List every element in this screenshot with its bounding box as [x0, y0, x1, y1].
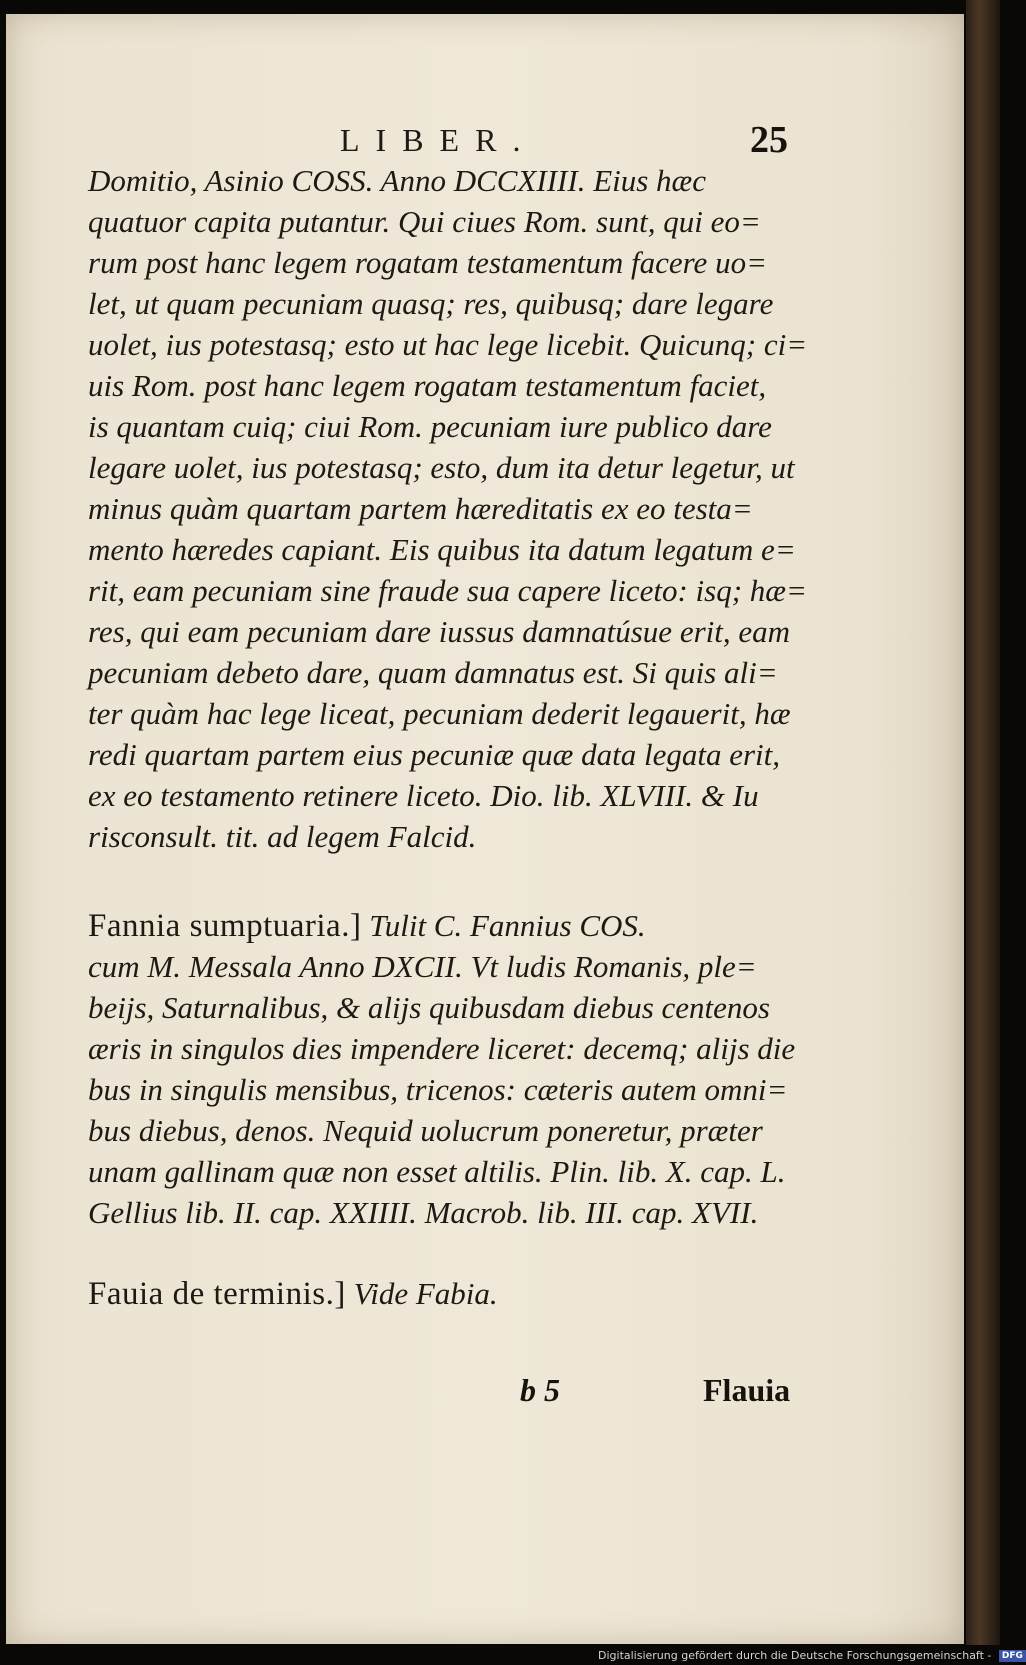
signature-mark: b 5 — [520, 1372, 560, 1408]
text-line: is quantam cuiq; ciui Rom. pecuniam iure publico dare — [88, 409, 772, 444]
page-header — [300, 119, 800, 162]
text-line — [88, 1273, 818, 1314]
text-line: mento hæredes capiant. Eis quibus ita datum legatum e= — [88, 532, 796, 567]
text-line: quatuor capita putantur. Qui ciues Rom. sunt, qui eo= — [88, 204, 761, 239]
paragraph-fauia-de-terminis — [88, 1273, 818, 1314]
text-line: let, ut quam pecuniam quasq; res, quibusq; dare legare — [88, 286, 774, 321]
text-line: ex eo testamento retinere liceto. Dio. lib. XLVIII. & Iu — [88, 778, 759, 813]
entry-lemma: Fauia de terminis.] — [88, 1276, 346, 1312]
book-spine — [966, 0, 1000, 1645]
text-line: uis Rom. post hanc legem rogatam testamentum faciet, — [88, 368, 767, 403]
credit-text: Digitalisierung gefördert durch die Deutsche Forschungsgemeinschaft - — [598, 1649, 992, 1662]
text-line: rum post hanc legem rogatam testamentum facere uo= — [88, 245, 767, 280]
text-line: rit, eam pecuniam sine fraude sua capere liceto: isq; hæ= — [88, 573, 807, 608]
page-footer — [520, 1372, 820, 1412]
paragraph-spacer — [88, 1233, 818, 1273]
paragraph-spacer — [88, 857, 818, 905]
text-line: ter quàm hac lege liceat, pecuniam dederit legauerit, hæ — [88, 696, 791, 731]
text-line: æris in singulos dies impendere liceret: decemq; alijs die — [88, 1031, 796, 1066]
text-line: legare uolet, ius potestasq; esto, dum ita detur legetur, ut — [88, 450, 795, 485]
dfg-logo: DFG — [999, 1650, 1026, 1662]
text-line: res, qui eam pecuniam dare iussus damnatúsue erit, eam — [88, 614, 791, 649]
text-line: minus quàm quartam partem hæreditatis ex eo testa= — [88, 491, 753, 526]
entry-first-line: Vide Fabia. — [353, 1276, 498, 1311]
text-line: Domitio, Asinio COSS. Anno DCCXIIII. Eius hæc — [88, 163, 706, 198]
text-line: Gellius lib. II. cap. XXIIII. Macrob. lib. III. cap. XVII. — [88, 1195, 759, 1230]
text-line: bus in singulis mensibus, tricenos: cæteris autem omni= — [88, 1072, 788, 1107]
text-line — [88, 905, 818, 946]
text-line: redi quartam partem eius pecuniæ quæ data legata erit, — [88, 737, 780, 772]
text-line: unam gallinam quæ non esset altilis. Plin. lib. X. cap. L. — [88, 1154, 786, 1189]
paragraph-lex-falcidia — [88, 160, 818, 857]
running-head: LIBER. — [340, 122, 537, 158]
entry-lemma: Fannia sumptuaria.] — [88, 908, 362, 944]
entry-first-line: Tulit C. Fannius COS. — [369, 908, 646, 943]
text-line: bus diebus, denos. Nequid uolucrum poneretur, præter — [88, 1113, 763, 1148]
text-line: uolet, ius potestasq; esto ut hac lege licebit. Quicunq; ci= — [88, 327, 808, 362]
digitization-credit — [598, 1649, 1026, 1663]
text-line: cum M. Messala Anno DXCII. Vt ludis Romanis, ple= — [88, 949, 757, 984]
paragraph-fannia-sumptuaria — [88, 905, 818, 1233]
text-line: risconsult. tit. ad legem Falcid. — [88, 819, 477, 854]
page-text — [88, 160, 818, 1314]
text-line: beijs, Saturnalibus, & alijs quibusdam diebus centenos — [88, 990, 770, 1025]
text-line: pecuniam debeto dare, quam damnatus est. Si quis ali= — [88, 655, 778, 690]
catchword: Flauia — [703, 1372, 791, 1408]
page-number: 25 — [750, 119, 788, 161]
